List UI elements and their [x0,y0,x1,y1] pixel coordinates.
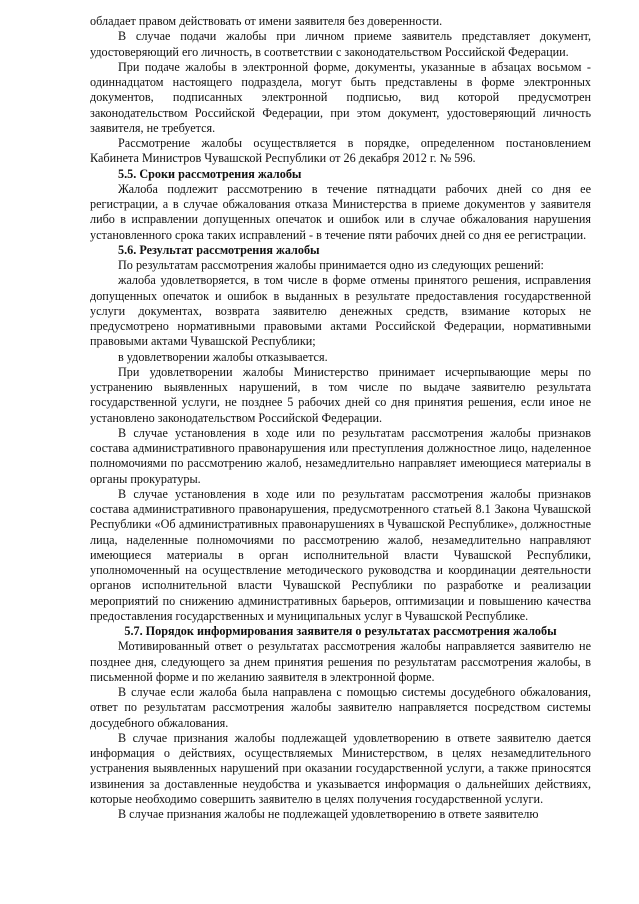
section-heading-5-5: 5.5. Сроки рассмотрения жалобы [118,166,302,181]
paragraph-satisfied-answer: В случае признания жалобы подлежащей удовлетворению в ответе заявителю дается информация о действиях, осуществляемых Министерством, в целях незамедлительного устранения выявленных нарушений при оказании государственной услуги, а также приносятся извинения за доставленные неудобства и указывается информация о дальнейших действиях, которые необходимо совершить заявителю в целях получения государственной услуги. [90,730,591,806]
paragraph-satisfaction-measures: При удовлетворении жалобы Министерство принимает исчерпывающие меры по устранению выявленных нарушений, в том числе по выдаче заявителю результата государственной услуги, не позднее 5 рабочих дней со дня принятия решения, если иное не установлено законодательством Российской Федерации. [90,364,591,425]
paragraph-unsatisfied-answer: В случае признания жалобы не подлежащей удовлетворению в ответе заявителю [118,807,539,821]
paragraph-decision-refused: в удовлетворении жалобы отказывается. [118,349,328,364]
paragraph-decision-satisfied: жалоба удовлетворяется, в том числе в форме отмены принятого решения, исправления допущенных опечаток и ошибок в выданных в результате предоставления государственной услуги документах, возврата заявителю денежных средств, взимание которых не предусмотрено нормативными правовыми актами Российской Федерации, нормативными правовыми актами Чувашской Республики; [90,273,591,349]
paragraph-reasoned-answer: Мотивированный ответ о результатах рассмотрения жалобы направляется заявителю не позднее дня, следующего за днем принятия решения по результатам рассмотрения жалобы, в письменной форме и по желанию заявителя в электронной форме. [90,639,591,684]
paragraph-continuation: обладает правом действовать от имени заявителя без доверенности. [90,14,443,28]
document-page [90,14,591,822]
paragraph-pretrial-system: В случае если жалоба была направлена с помощью системы досудебного обжалования, ответ по результатам рассмотрения жалобы заявителю направляется посредством системы досудебного обжалования. [90,685,591,730]
section-heading-5-6: 5.6. Результат рассмотрения жалобы [118,242,320,257]
paragraph-decisions-intro: По результатам рассмотрения жалобы принимается одно из следующих решений: [118,258,544,272]
paragraph-review-procedure: Рассмотрение жалобы осуществляется в порядке, определенном постановлением Кабинета Министров Чувашской Республики от 26 декабря 2012 г. № 596. [90,136,591,166]
paragraph-offense-prosecutor: В случае установления в ходе или по результатам рассмотрения жалобы признаков состава административного правонарушения или преступления должностное лицо, наделенное полномочиями по рассмотрению жалоб, незамедлительно направляет имеющиеся материалы в органы прокуратуры. [90,425,591,486]
paragraph-personal-reception: В случае подачи жалобы при личном приеме заявитель представляет документ, удостоверяющий его личность, в соответствии с законодательством Российской Федерации. [90,29,591,59]
section-heading-5-7: 5.7. Порядок информирования заявителя о результатах рассмотрения жалобы [124,624,557,638]
paragraph-review-terms: Жалоба подлежит рассмотрению в течение пятнадцати рабочих дней со дня ее регистрации, а в случае обжалования отказа Министерства в приеме документов у заявителя либо в исправлении допущенных опечаток и ошибок или в случае обжалования нарушения установленного срока таких исправлений - в течение пяти рабочих дней со дня ее регистрации. [90,181,591,242]
paragraph-offense-article-8-1: В случае установления в ходе или по результатам рассмотрения жалобы признаков состава административного правонарушения, предусмотренного статьей 8.1 Закона Чувашской Республики «Об административных правонарушениях в Чувашской Республике», должностные лица, наделенные полномочиями по рассмотрению жалоб, незамедлительно направляют имеющиеся материалы в орган исполнительной власти Чувашской Республики, уполномоченный на осуществление методического руководства и координации деятельности органов исполнительной власти Чувашской Республики по разработке и реализации мероприятий по снижению административных барьеров, оптимизации и повышению качества предоставления государственных и муниципальных услуг в Чувашской Республике. [90,486,591,623]
paragraph-electronic-form: При подаче жалобы в электронной форме, документы, указанные в абзацах восьмом - одиннадцатом настоящего подраздела, могут быть представлены в форме электронных документов, подписанных электронной подписью, вид которой предусмотрен законодательством Российской Федерации, при этом документ, удостоверяющий личность заявителя, не требуется. [90,59,591,135]
